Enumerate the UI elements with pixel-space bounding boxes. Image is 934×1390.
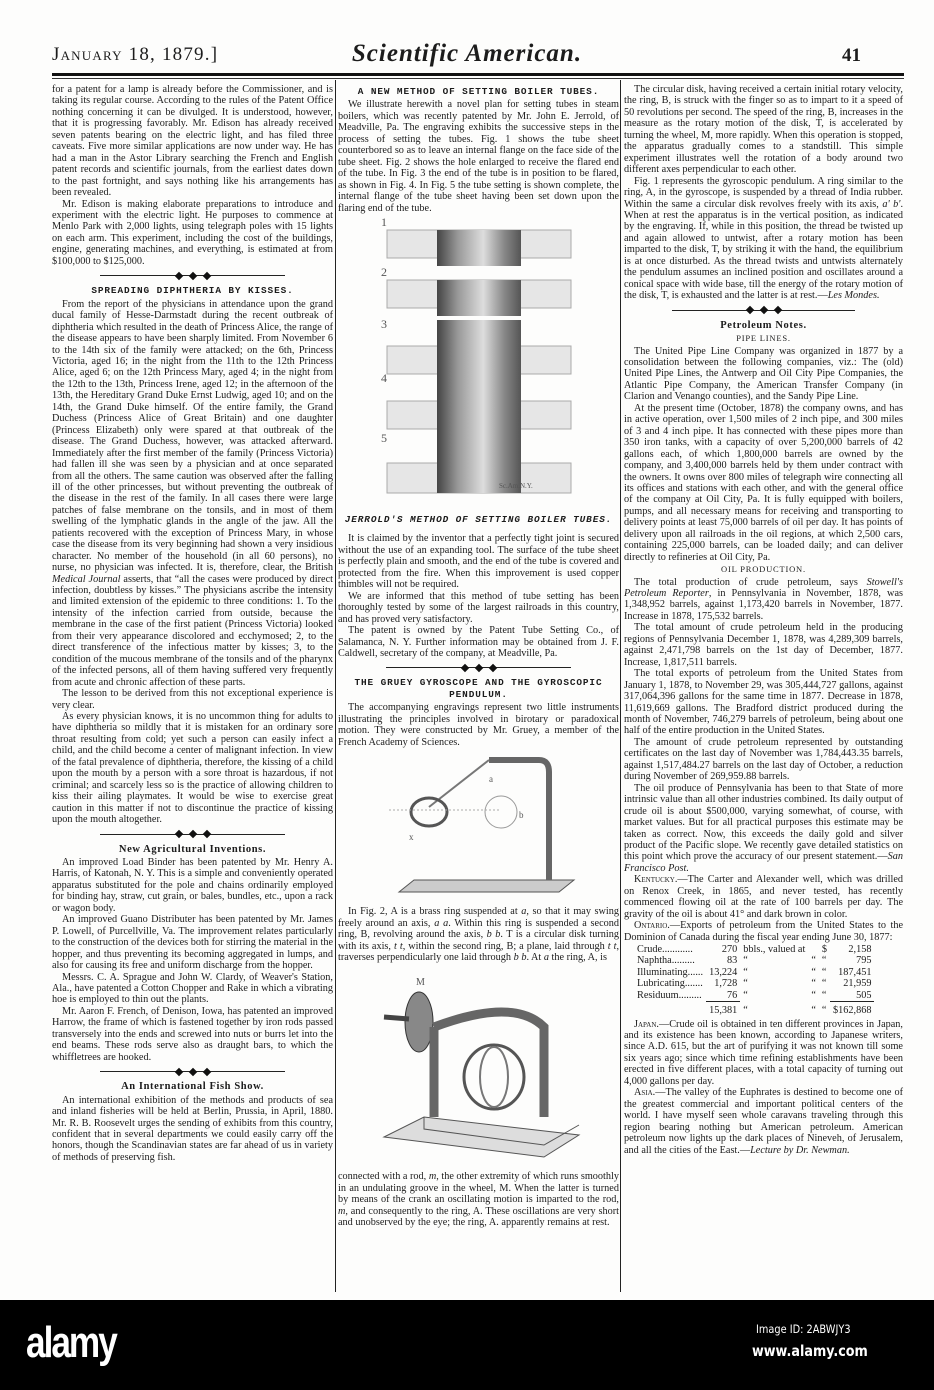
ring	[411, 798, 447, 826]
paragraph: An international exhibition of the methods and products of sea and inland fisheries will be held at Berlin, Prussia, in April, 1880. Mr. R. B. Roosevelt urges the sending of exhibits from this country, confident that in several departments we could easily carry off the honors, though the Scandinavian states are far ahead of us in variety of methods of preserving fish.	[52, 1094, 333, 1163]
base	[399, 880, 574, 892]
text-run: , the other extremity of which runs smoothly in an undulating groove in the wheel, M. When the latter is turned by means of the crank an oscillating motion is imparted to the rod,	[338, 1171, 619, 1206]
table-cell: “	[811, 966, 816, 978]
table-cell	[808, 944, 819, 955]
paragraph: At the present time (October, 1878) the company owns, and has in active operation, over 1,500 miles of 2 inch pipe, and 300 miles of 3 and 4 inch pipe. It has connected with these pipes more than 350 iron tanks, with a capacity of over 5,200,000 barrels of 42 gallons each, of which 1,800,000 barrels are owned by the company, and 3,400,000 barrels held by them under contract with the owners. It owns over 800 miles of telegraph wire connecting all its offices and stations with each other, and with the general office of the company at Oil City, Pa. It is fully equipped with boilers, pumps, and all necessary means for receiving and transporting to delivery points at least 75,000 barrels of oil per day. It has points of delivery upon all railroads in the oil regions, at which 2,500 cars, containing 225,000 barrels, can be loaded daily; and can deliver directly to refineries at Oil City, Pa.	[624, 402, 903, 563]
divider-ornament	[176, 1068, 210, 1075]
gyroscope-figure	[364, 967, 594, 1167]
text-run: In Fig. 2, A is a brass ring suspended at	[348, 906, 522, 918]
crank	[384, 1017, 409, 1019]
text-run: —Exports of petroleum from the United States to the Dominion of Canada during the fiscal year ending June 30, 1877:	[624, 920, 903, 943]
figure-label: a	[488, 774, 493, 785]
divider-ornament	[747, 307, 781, 314]
italic-text: Medical Journal	[52, 573, 121, 585]
figure-number: 2	[380, 264, 387, 279]
text-run: . When at rest the apparatus is in the vertical position, as indicated by the engraving. If, while in this position, the thread be twisted up and again allowed to untwist, after a rotary motion has been imparted to the disk, T, by striking it with the hand, the equilibrium is at once disturbed. As the thread twists and untwists alternately the pendulum assumes an inclined position and oscillates around a conical space with wide base, till the energy of the rotary motion of the disk, T, is exhausted and the latter is at rest.—	[624, 198, 903, 302]
column-divider	[335, 80, 336, 1292]
italic-text: b b	[486, 929, 501, 941]
paragraph	[624, 577, 903, 623]
paragraph	[624, 1019, 903, 1088]
article-heading: An International Fish Show.	[121, 1081, 264, 1093]
figure-label: x	[408, 832, 413, 843]
table-cell: 21,959	[843, 978, 872, 990]
text-run: , and consequently to the ring, A. These oscillations are very short and unobserved by the eye; the ring, A. apparently remains at rest.	[338, 1205, 619, 1229]
diamond-icon	[202, 272, 210, 280]
ornamental-divider	[52, 269, 333, 283]
image-id: Image ID: 2ABWJY3	[756, 1322, 851, 1336]
table-cell: “	[821, 978, 827, 990]
engraver-signature: Sc.Am.N.Y.	[498, 481, 533, 490]
text-run: . T is a circular disk turning with its axis,	[338, 929, 619, 952]
table-cell: Crude............	[637, 944, 693, 956]
italic-text: m	[428, 1171, 437, 1183]
ring-a	[464, 1045, 524, 1109]
text-run: the ring, A, is	[548, 951, 608, 963]
text-run: From the report of the physicians in attendance upon the grand ducal family of Hesse-Darmstadt during the recent outbreak of diphtheria which resulted in the death of Princess Alice, the range of the disease appears to have been sharply limited. From November 6 to the 14th six of the family were attacked; on the 6th, Princess Victoria, aged 16; in the night from the 11th to the 12th Princess Alice, aged 6; on the 12th Princess Mary, aged 4; in the night from the 12th to the 13th, Princess Irene, aged 12; in the afternoon of the 13th, the Hereditary Grand Duke Ernst Ludwig, aged 10; and on the 14th, the Grand Duke himself. Of the entire family, the Grand Duchess (Princess Alice of Great Britain) and one daughter (Princess Elizabeth) only were spared at that outbreak of the disease. The Grand Duchess, however, was attacked afterward. Immediately after the first member of the family (Princess Victoria) had fallen ill she was seen by a physician and at once separated from all the others. The same caution was observed after the falling ill of the other princesses, but without preventing the outbreak of the disease in the rest of the family. In all cases there were large patches of false membrane on the tonsils, and in most of them swelling of the lymphatic glands in the angle of the jaw. All the patients recovered with the exception of Princess Mary, in whose case the disease from its very beginning had shown a very insidious character. No member of the household (in all 60 persons), no nurse, no physician was infected. It is, therefore, clear, the British	[52, 298, 333, 574]
text-run: connected with a rod,	[338, 1171, 429, 1183]
figure-number: 5	[380, 430, 387, 445]
article-heading: SPREADING DIPHTHERIA BY KISSES.	[91, 285, 294, 297]
figure-label: b	[518, 810, 523, 821]
italic-text: Stowell's Petroleum Reporter	[624, 576, 903, 600]
diamond-icon	[174, 1067, 182, 1075]
diamond-icon	[474, 664, 482, 672]
text-run: , in Pennsylvania in November, 1878, was 1,348,952 barrels, against 1,173,420 barrels in November, 1877. Increase in 1878, 175,532 barrels.	[624, 588, 903, 622]
table-cell: 1,728	[714, 978, 738, 990]
issue-date: January 18, 1879.]	[52, 44, 219, 65]
paragraph: It is claimed by the inventor that a perfectly tight joint is secured without the use of an expanding tool. The surface of the tube sheet is perfectly plain and smooth, and the end of the tube is covered and protected from the fire. When this improvement is used copper thimbles will not be required.	[338, 533, 619, 591]
paragraph: We illustrate herewith a novel plan for setting tubes in steam boilers, which was recently patented by Mr. John E. Jerrold, of Meadville, Pa. The engraving exhibits the successive steps in the process of setting the tubes. Fig. 1 shows the tube sheet counterbored so as to leave an internal flange on the face side of the tube sheet. Fig. 2 shows the hole enlarged to receive the flared end of the tube. In Fig. 3 the end of the tube is in position to be flared, as shown in Fig. 4. In Fig. 5 the tube setting is shown complete, the internal flange of the tube sheet having been set down upon the flaring end of the tube.	[338, 99, 619, 214]
paragraph: The patent is owned by the Patent Tube Setting Co., of Salamanca, N. Y. Further information may be obtained from J. F. Caldwell, secretary of the company, at Meadville, Pa.	[338, 625, 619, 659]
figure-number: 4	[380, 370, 387, 385]
paragraph: The United Pipe Line Company was organized in 1877 by a consolidation between the following companies, viz.: The (old) United Pipe Lines, the Antwerp and Oil City Pipe Companies, the Atlantic Pipe Company, the American Transfer Company (in Clarion and Venango counties), and the Sandy Pipe Line.	[624, 345, 903, 403]
paragraph-lead: Asia.	[634, 1087, 656, 1099]
paragraph	[624, 783, 903, 875]
paragraph: An improved Load Binder has been patented by Mr. Henry A. Harris, of Katonah, N. Y. This is a simple and conveniently operated apparatus substituted for the pole and chains ordinarily employed for binding hay, straw, cut grain, or bales, bundles, etc., upon a rack or wagon body.	[52, 857, 333, 914]
paragraph: Mr. Edison is making elaborate preparations to introduce and experiment with the electric light. He purposes to commence at Menlo Park with 2,000 lights, using telegraph poles with 15 lights on each arm. This experiment, including the cost of the buildings, engine, generating machines, and everything, is estimated at from $100,000 to $125,000.	[52, 198, 333, 267]
table-cell: bbls., valued at	[743, 944, 806, 956]
tube	[437, 280, 521, 316]
boiler-tube-figure	[379, 218, 579, 510]
paragraph: for a patent for a lamp is already before the Commissioner, and is taking its regular course. According to the rules of the Patent Office nothing concerning it can be divulged. It is understood, however, that it is progressing favorably. Mr. Edison has already received seven patents bearing on the electric light, and has filed three caveats. Five more similar applications are now under way. He has had a man in the Astor Library searching the French and English patent records and scientific journals, from the earliest dates down to the past fortnight, and says nothing like his arrangements has been revealed.	[52, 84, 333, 199]
text-run: Fig. 1 represents the gyroscopic pendulum. A ring similar to the ring, A, in the gyroscope, is suspended by a thread of India rubber. Within the same a circular disk revolves freely with its axis,	[624, 175, 903, 210]
site-url: www.alamy.com	[752, 1342, 868, 1360]
text-run: . At	[526, 951, 544, 963]
tube	[437, 320, 521, 382]
paragraph: An improved Guano Distributer has been patented by Mr. James P. Lowell, of Purcellville, Va. The improvement relates particularly to the construction of the devices both for stirring the material in the hopper, and thus preventing its becoming aggregated in lumps, and also for causing its free and uniform discharge from the hopper.	[52, 914, 333, 972]
table-cell: “	[821, 1004, 827, 1016]
table-cell: “	[821, 989, 827, 1001]
table-cell: 76	[727, 989, 738, 1001]
tube	[437, 230, 521, 266]
text-run: , so that it may swing freely around an axis,	[338, 906, 619, 929]
paragraph: The total exports of petroleum from the United States from January 1, 1878, to November 29, was 305,444,727 gallons, against 317,064,396 gallons for the same time in 1877. Decrease in 1878, 11,619,669 gallons. The Bradford district produced during the month of November, 746,279 barrels of petroleum, being about one half of the entire production in the United States.	[624, 668, 903, 737]
paragraph	[338, 1171, 619, 1228]
tube	[437, 374, 521, 437]
text-run: The oil produce of Pennsylvania has been to that State of more intrinsic value than all other industries combined. Its daily output of crude oil is about $500,000, varying somewhat, of course, with market values. But for all practical purposes this estimate may be taken as correct. Now, this exceeds the daily gold and silver product of the Pacific slope. We recently gave detailed statistics on this point which prove the accuracy of our present statement.—	[624, 782, 903, 863]
paragraph	[52, 299, 333, 688]
paragraph: Messrs. C. A. Sprague and John W. Clardy, of Weaver's Station, Ala., have patented a Cotton Chopper and Rake in which a vibrating hoe is employed to thin out the plants.	[52, 971, 333, 1006]
table-cell: “	[743, 955, 748, 967]
table-cell: “	[811, 955, 816, 967]
divider-ornament	[176, 831, 210, 838]
table-cell: “	[743, 966, 748, 978]
table-cell: $162,868	[830, 1002, 874, 1017]
watermark-banner	[0, 1300, 934, 1390]
column-divider	[620, 80, 621, 1292]
table-row	[634, 944, 874, 955]
paragraph: The accompanying engravings represent two little instruments illustrating the principles involved in birotary or paradoxical motion. They were constructed by Mr. Gruey, a member of the French Academy of Sciences.	[338, 702, 619, 748]
table-cell: Lubricating.......	[637, 978, 703, 990]
figure-number: 1	[380, 217, 387, 229]
diamond-icon	[188, 830, 196, 838]
arch	[489, 760, 549, 880]
paragraph	[624, 176, 903, 302]
paragraph: The amount of crude petroleum represented by outstanding certificates on the last day of November was 1,784,443.35 barrels, against 1,517,484.27 barrels on the last day of October, a reduction during November of 269,959.88 barrels.	[624, 736, 903, 783]
paragraph	[338, 906, 619, 963]
table-row	[634, 967, 874, 978]
text-run: , traverses perpendicularly one laid through	[338, 940, 619, 963]
ornamental-divider	[52, 1065, 333, 1079]
table-cell: $	[821, 944, 827, 956]
diamond-icon	[202, 830, 210, 838]
table-cell: 505	[856, 989, 872, 1001]
page-number: 41	[842, 45, 861, 66]
text-run: —The valley of the Euphrates is destined to become one of the greatest commercial and important political centers of the world. I have myself seen whole caravans traveling through this region bearing nothing but American petroleum. American petroleum now lights up the dark places of Nineveh, of Jerusalem, and all the cities of the East.—	[624, 1087, 903, 1156]
table-row	[634, 990, 874, 1002]
table-cell: 83	[727, 955, 738, 967]
table-cell: “	[743, 1004, 748, 1016]
paragraph: The lesson to be derived from this not exceptional experience is very clear.	[52, 688, 333, 711]
table-row	[634, 978, 874, 989]
paragraph	[624, 920, 903, 943]
gyroscopic-pendulum-figure	[369, 752, 589, 902]
diamond-icon	[202, 1067, 210, 1075]
diamond-icon	[188, 272, 196, 280]
italic-text: t t	[607, 940, 617, 952]
diamond-icon	[174, 830, 182, 838]
table-cell: Illuminating......	[637, 966, 704, 978]
column-1	[52, 84, 333, 1163]
column-2	[338, 84, 619, 1229]
masthead-title: Scientific American.	[351, 40, 583, 67]
table-cell	[634, 1002, 706, 1017]
divider-ornament	[176, 272, 210, 279]
table-cell: 270	[721, 944, 738, 956]
table-cell: Naphtha.........	[637, 955, 695, 967]
italic-text: t t	[393, 940, 403, 952]
table-cell: “	[743, 978, 748, 990]
text-run: . Within this ring is suspended a second ring, B, revolving around the axis,	[338, 917, 619, 941]
wheel	[405, 992, 433, 1052]
article-heading: THE GRUEY GYROSCOPE AND THE GYROSCOPIC PENDULUM.	[354, 677, 603, 700]
figure-label: M	[415, 977, 425, 989]
section-subheading: PIPE LINES.	[736, 333, 791, 344]
table-row	[634, 955, 874, 966]
table-cell: 795	[856, 955, 872, 967]
paragraph-lead: Japan.	[634, 1018, 659, 1030]
ring-ghost	[485, 796, 517, 828]
paragraph: The total amount of crude petroleum held in the producing regions of Pennsylvania December 1, 1878, was 4,289,309 barrels, against 2,471,798 barrels on the 1st day of December, 1877. Increase, 1,817,511 barrels.	[624, 622, 903, 668]
text-run: —The Carter and Alexander well, which was drilled on Renox Creek, in 1865, and never tested, has recently commenced flowing oil at the rate of 100 barrels per day. The gravity of the oil is about 41° and dark brown in color.	[624, 874, 903, 920]
frame	[434, 1012, 544, 1117]
section-subheading: OIL PRODUCTION.	[721, 564, 806, 575]
paragraph: Mr. Aaron F. French, of Denison, Iowa, has patented an improved Harrow, the frame of which is fastened together by iron rods passed transversely into the ends and screwed into nuts or burrs let into the end beams. These rods serve also as draught bars, to which the whiffletrees are hooked.	[52, 1005, 333, 1063]
italic-text: b b	[513, 951, 527, 963]
italic-text: m	[338, 1205, 346, 1217]
italic-text: a' b'	[882, 198, 901, 210]
text-run: —Crude oil is obtained in ten different provinces in Japan, and its existence has been known, according to Japanese writers, since A.D. 615, but the art of purifying it was not known till some six years ago; since which time refining establishments have been erected in five different places, with a total capacity of turning out 4,000 gallons per day.	[624, 1018, 903, 1087]
diamond-icon	[773, 306, 781, 314]
exports-table	[634, 944, 874, 1016]
paragraph-lead: Ontario.	[634, 920, 670, 932]
table-cell: “	[811, 989, 816, 1001]
italic-text: a	[543, 951, 549, 963]
italic-text: San Francisco Post.	[624, 851, 903, 874]
italic-text: a a	[434, 917, 449, 929]
table-cell: 15,381	[706, 1002, 740, 1017]
paragraph	[624, 1087, 903, 1156]
figure-number: 3	[380, 316, 387, 331]
paragraph	[624, 874, 903, 920]
diamond-icon	[174, 272, 182, 280]
paragraph: We are informed that this method of tube setting has been thoroughly tested by some of the largest railroads in this country, and has proved very satisfactory.	[338, 590, 619, 625]
paragraph: The circular disk, having received a certain initial rotary velocity, the ring, B, is struck with the finger so as to impart to it a speed of 50 revolutions per second. The speed of the ring, B, increases in the measure as the rotary motion of the disk, T, is accelerated by turning the wheel, M, more rapidly. When this operation is stopped, the apparatus gradually comes to a standstill. This simple experiment illustrates well the rotation of a body around two different axes perpendicular to each other.	[624, 84, 903, 176]
header-rule	[52, 73, 904, 76]
italic-text: a	[521, 906, 527, 918]
divider-ornament	[462, 664, 496, 671]
text-run: asserts, that “all the cases were produced by direct infection, doubtless by kisses.” The physicians ascribe the intensity and limited extension of the epidemic to three conditions: 1. To the intensity of the infection carried from outside, because the membrane in the case of the first patient (Princess Victoria) looked from their very appearance discolored and ecchymosed; 2, to the direct transference of the infectious matter by kisses; 3, to the condition of the mucous membrane of the tonsils and of the pharynx of the infected persons, all of them having suffered very frequently from acute and chronic affection of these parts.	[52, 573, 333, 688]
italic-text: Les Mondes.	[827, 290, 880, 302]
article-heading: New Agricultural Inventions.	[118, 843, 267, 855]
paragraph: As every physician knows, it is no uncommon thing for adults to have diphtheria so mildly that it is mistaken for an ordinary sore throat resulting from cold; yet such a person can easily infect a child, and the child become a center of malignant infection. In view of the fatal prevalence of diphtheria, therefore, the kissing of a child upon the mouth by a person with a sore throat is hazardous, if not criminal; and scarcely less so is the practice of allowing children to kiss their ailing playmates. It would be wise to exercise great caution in this matter if not to discontinue the practice of kissing upon the mouth altogether.	[52, 711, 333, 826]
column-3	[624, 84, 903, 1156]
diamond-icon	[488, 664, 496, 672]
table-cell: 13,224	[709, 966, 738, 978]
diamond-icon	[745, 306, 753, 314]
table-cell: 2,158	[848, 944, 872, 956]
diamond-icon	[759, 306, 767, 314]
table-cell: “	[821, 966, 827, 978]
table-cell: “	[811, 1004, 816, 1016]
header-rule-thin	[52, 78, 904, 79]
figure-caption: JERROLD'S METHOD OF SETTING BOILER TUBES.	[344, 513, 613, 525]
table-cell: “	[811, 978, 816, 990]
diamond-icon	[188, 1067, 196, 1075]
ornamental-divider	[52, 828, 333, 842]
table-row	[634, 1002, 874, 1017]
ornamental-divider	[624, 304, 903, 318]
table-cell: Residuum.........	[637, 989, 702, 1001]
table-cell: 187,451	[838, 966, 872, 978]
ring-b	[480, 1047, 508, 1107]
text-run: , within the second ring, B; a plane, laid through	[402, 940, 608, 952]
table-cell: “	[743, 989, 748, 1001]
text-run: The total production of crude petroleum, says	[634, 576, 867, 588]
italic-text: Lecture by Dr. Newman.	[750, 1144, 850, 1156]
diamond-icon	[460, 664, 468, 672]
article-heading: Petroleum Notes.	[720, 319, 807, 331]
table-cell: “	[821, 955, 827, 967]
alamy-logo: alamy	[26, 1318, 116, 1367]
article-heading: A NEW METHOD OF SETTING BOILER TUBES.	[357, 86, 600, 97]
ornamental-divider	[338, 661, 619, 675]
paragraph-lead: Kentucky.	[634, 874, 678, 886]
